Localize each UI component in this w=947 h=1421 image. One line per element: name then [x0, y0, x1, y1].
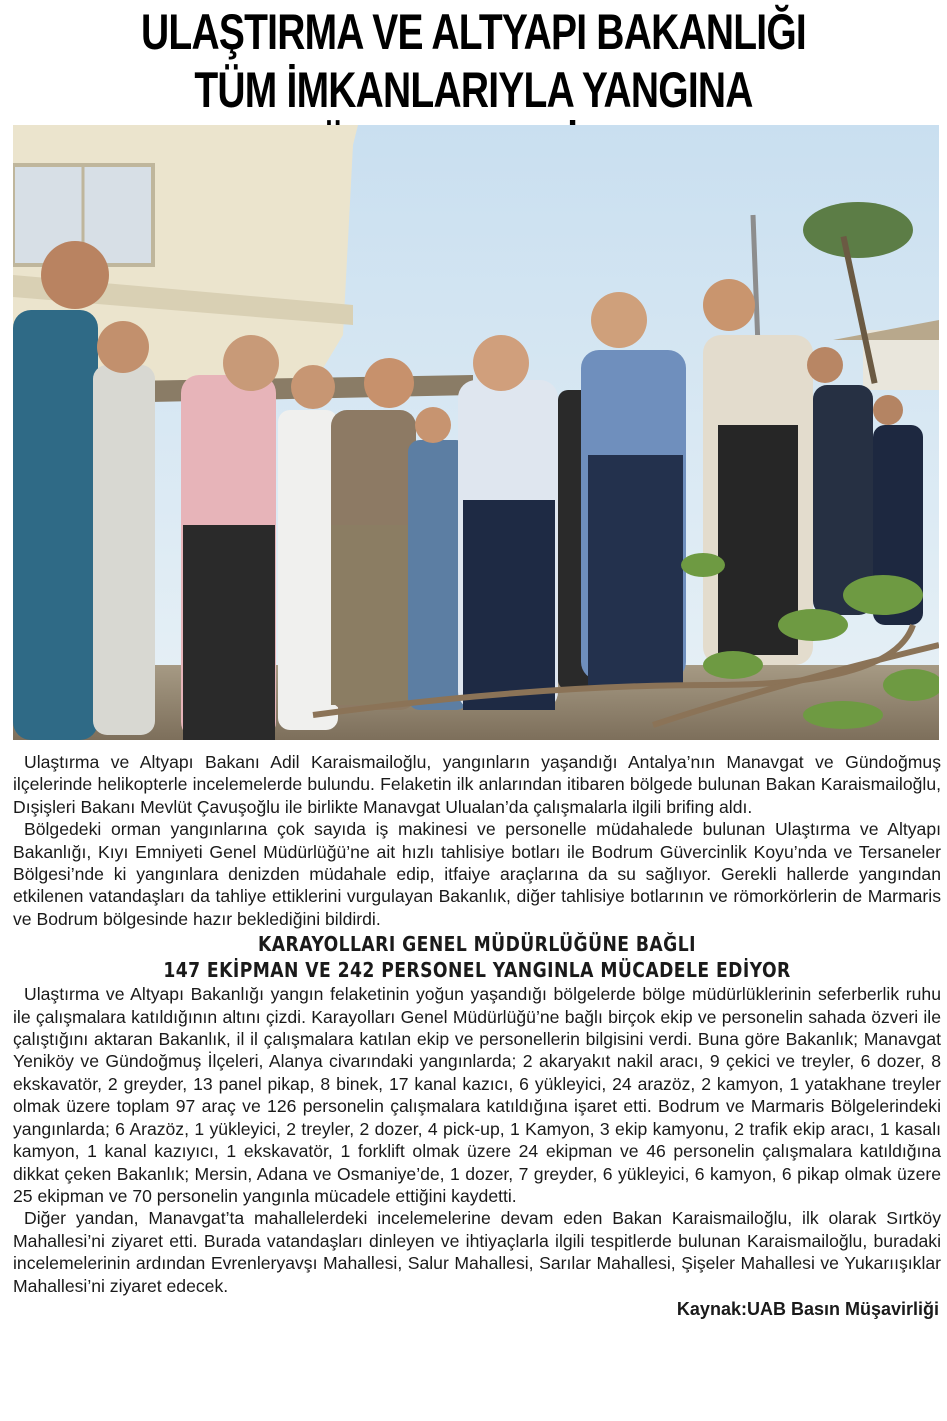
paragraph-2: Bölgedeki orman yangınlarına çok sayıda iş makinesi ve personelle müdahalede bulunan Ulaştırma ve Altyapı Bakanlığı, Kıyı Emniyeti Genel Müdürlüğü’ne ait hızlı tahlisiye botları ile Bodrum Güvercinlik Koyu’nda ve Tersaneler Bölgesi’nde ki yangınlara denizden müdahale edip, itfaiye araçlarına da su sağlıyor. Gerekli hallerde yangından etkilenen vatandaşları da tahliye ettiklerini vurgulayan Bakanlık, diğer tahlisiye botlarının ve römorkörlerin de Marmaris ve Bodrum bölgesinde hazır beklediğini bildirdi. — [13, 819, 941, 929]
headline-line-2: TÜM İMKANLARIYLA YANGINA — [194, 62, 753, 118]
article-body — [13, 751, 941, 1320]
headline-line-1: ULAŞTIRMA VE ALTYAPI BAKANLIĞI — [141, 4, 806, 60]
subheading-line-2: 147 EKİPMAN VE 242 PERSONEL YANGINLA MÜCADELE EDİYOR — [163, 958, 791, 983]
paragraph-1: Ulaştırma ve Altyapı Bakanı Adil Karaismailoğlu, yangınların yaşandığı Antalya’nın Manavgat ve Gündoğmuş ilçelerinde helikopterle incelemelerde bulundu. Felaketin ilk anlarından itibaren bölgede bulunan Bakan Karaismailoğlu, Dışişleri Bakanı Mevlüt Çavuşoğlu ile birlikte Manavgat Ulualan’da çalışmalarla ilgili brifing aldı. — [13, 752, 941, 817]
news-photo — [13, 125, 939, 740]
source-credit: Kaynak:UAB Basın Müşavirliği — [676, 1298, 939, 1319]
paragraph-4: Diğer yandan, Manavgat’ta mahallelerdeki incelemelerine devam eden Bakan Karaismailoğlu, ilk olarak Sırtköy Mahallesi’ni ziyaret etti. Burada vatandaşları dinleyen ve ihtiyaçlarla ilgili tespitlerde bulunan Karaismailoğlu, buradaki incelemelerinin ardından Evrenleryavşı Mahallesi, Salur Mahallesi, Sarılar Mahallesi, Şişeler Mahallesi ve Yukarıışıklar Mahallesi’ni ziyaret edecek. — [13, 1208, 941, 1296]
paragraph-3: Ulaştırma ve Altyapı Bakanlığı yangın felaketinin yoğun yaşandığı bölgelerde bölge müdürlüklerinin seferberlik ruhu ile çalışmalara katıldığının altını çizdi. Karayolları Genel Müdürlüğü’ne bağlı birçok ekip ve personelin sahada özveri ile çalıştığını aktaran Bakanlık, il il çalışmalara katılan ekip ve personellerin bilgisini verdi. Buna göre Bakanlık; Manavgat Yeniköy ve Gündoğmuş İlçeleri, Alanya civarındaki yangınlarda; 2 akaryakıt nakil aracı, 9 çekici ve treyler, 6 dozer, 8 ekskavatör, 2 greyder, 13 panel pikap, 8 binek, 17 kanal kazıcı, 6 yükleyici, 24 arazöz, 2 kamyon, 1 yatakhane treyler olmak üzere toplam 97 araç ve 126 personelin çalışmalara katıldığına işaret etti. Bodrum ve Marmaris Bölgelerindeki yangınlarda; 6 Arazöz, 1 yükleyici, 2 treyler, 2 dozer, 4 pick-up, 1 Kamyon, 3 ekip kamyonu, 2 trafik ekip aracı, 1 kasalı kamyon, 1 kanal kazıyıcı, 1 ekskavatör, 1 forklift olmak üzere 24 ekipman ve 46 personelin çalışmalara katıldığına dikkat çeken Bakanlık; Mersin, Adana ve Osmaniye’de, 1 dozer, 7 greyder, 6 yükleyici, 6 kamyon, 6 pikap olmak üzere 25 ekipman ve 70 personelin yangınla mücadele ettiğini kaydetti. — [13, 984, 941, 1206]
subheading-line-1: KARAYOLLARI GENEL MÜDÜRLÜĞÜNE BAĞLI — [258, 932, 696, 957]
